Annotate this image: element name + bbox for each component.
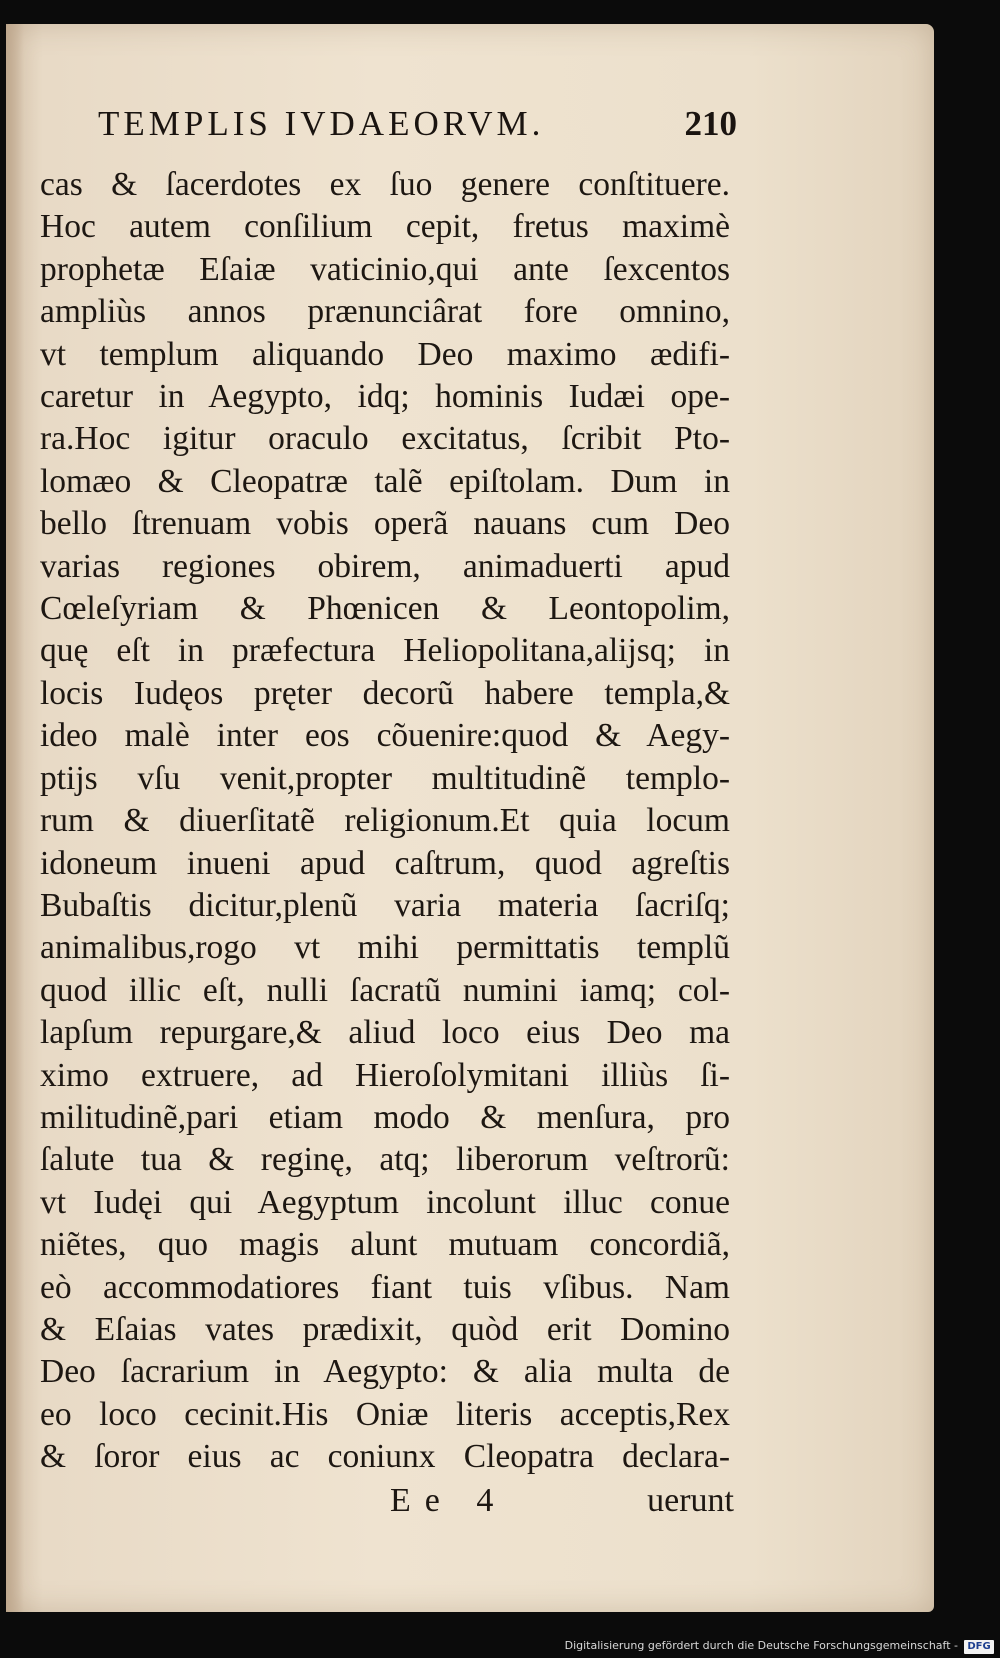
text-line: & ſoror eius ac coniunx Cleopatra declara- — [40, 1438, 730, 1476]
page-footer — [40, 1482, 740, 1526]
text-line: cas & ſacerdotes ex ſuo genere conſtituere. — [40, 166, 730, 203]
page-number: 210 — [684, 104, 737, 143]
text-line: ſalute tua & reginę, atq; liberorum veſtrorũ: — [40, 1141, 730, 1179]
page-header — [98, 104, 737, 154]
text-line: eò accommodatiores fiant tuis vſibus. Nam — [40, 1268, 730, 1306]
text-line: lapſum repurgare,& aliud loco eius Deo ma — [40, 1014, 730, 1052]
text-line: bello ſtrenuam vobis operã nauans cum Deo — [40, 505, 730, 543]
text-line: Hoc autem conſilium cepit, fretus maximè — [40, 208, 730, 246]
body-text — [40, 164, 740, 1479]
text-line: caretur in Aegypto, idq; hominis Iudæi ope- — [40, 378, 730, 416]
page-gutter-shadow — [6, 24, 24, 1612]
text-line: Cœleſyriam & Phœnicen & Leontopolim, — [40, 590, 730, 628]
text-line: ra.Hoc igitur oraculo excitatus, ſcribit Pto- — [40, 420, 730, 458]
text-line: eo loco cecinit.His Oniæ literis acceptis,Rex — [40, 1395, 730, 1433]
dfg-logo: DFG — [964, 1640, 994, 1654]
text-line: quę eſt in præfectura Heliopolitana,alijsq; in — [40, 632, 730, 670]
text-line: militudinẽ,pari etiam modo & menſura, pro — [40, 1098, 730, 1136]
text-line: rum & diuerſitatẽ religionum.Et quia locum — [40, 802, 730, 840]
signature-mark: Ee 4 — [390, 1482, 508, 1519]
text-line: Bubaſtis dicitur,plenũ varia materia ſacriſq; — [40, 886, 730, 924]
text-line: ptijs vſu venit,propter multitudinẽ templo- — [40, 759, 730, 797]
running-head: TEMPLIS IVDAEORVM. — [98, 104, 545, 143]
text-line: Deo ſacrarium in Aegypto: & alia multa de — [40, 1353, 730, 1391]
digitization-credit: Digitalisierung gefördert durch die Deutsche Forschungsgemeinschaft - — [564, 1639, 958, 1652]
text-line: niẽtes, quo magis alunt mutuam concordiã, — [40, 1226, 730, 1264]
text-line: ximo extruere, ad Hieroſolymitani illiùs ſi- — [40, 1056, 730, 1094]
text-line: ampliùs annos prænunciârat fore omnino, — [40, 293, 730, 331]
text-line: quod illic eſt, nulli ſacratũ numini iamq; col- — [40, 971, 730, 1009]
text-line: locis Iudęos pręter decorũ habere templa,& — [40, 674, 730, 712]
text-line: animalibus,rogo vt mihi permittatis templũ — [40, 929, 730, 967]
text-line: vt templum aliquando Deo maximo ædifi- — [40, 335, 730, 373]
text-line: lomæo & Cleopatræ talẽ epiſtolam. Dum in — [40, 462, 730, 500]
book-page — [6, 24, 934, 1612]
text-line: ideo malè inter eos cõuenire:quod & Aegy- — [40, 717, 730, 755]
text-line: vt Iudęi qui Aegyptum incolunt illuc conue — [40, 1183, 730, 1221]
catchword: uerunt — [647, 1482, 734, 1519]
text-line: prophetæ Eſaiæ vaticinio,qui ante ſexcentos — [40, 250, 730, 288]
text-line: varias regiones obirem, animaduerti apud — [40, 547, 730, 585]
text-line: & Eſaias vates prædixit, quòd erit Domino — [40, 1310, 730, 1348]
text-line: idoneum inueni apud caſtrum, quod agreſtis — [40, 844, 730, 882]
